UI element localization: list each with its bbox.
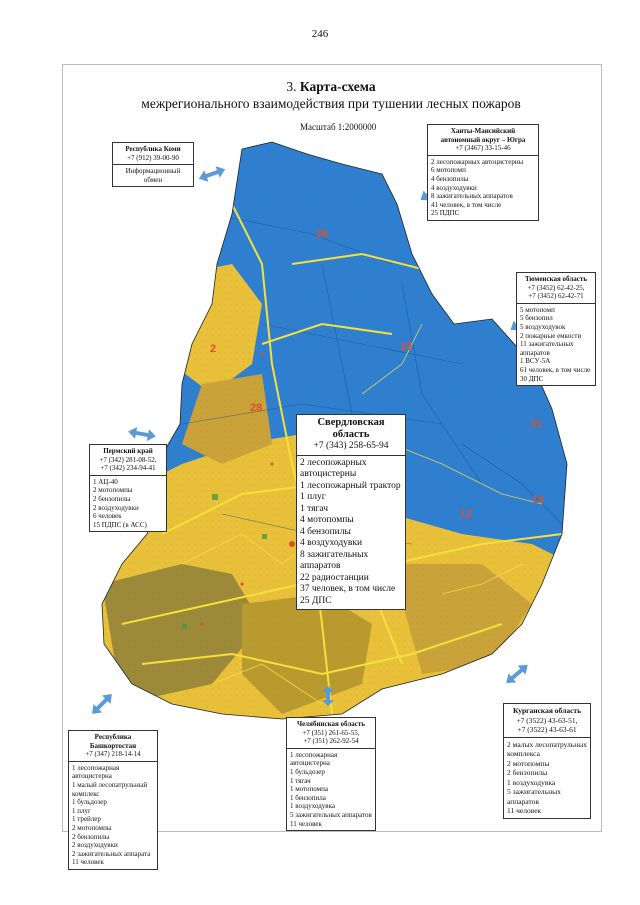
region-name: Республика Коми — [125, 145, 181, 153]
resource-item: 1 плуг — [300, 492, 326, 502]
resource-item: 8 зажигательных аппаратов — [431, 192, 513, 201]
bashkortostan-box — [68, 730, 158, 870]
resource-item: 1 бульдозер — [72, 798, 107, 807]
resource-item: 2 лесопожарных автоцистерны — [431, 157, 524, 166]
region-phone: +7 (3522) 43-63-51, — [516, 715, 578, 725]
resource-item: 1 тягач — [300, 503, 329, 514]
title-prefix: 3. — [286, 79, 300, 94]
resource-item: 22 радиостанции — [300, 572, 369, 583]
resource-item: 11 человек — [72, 858, 104, 867]
resource-item: 6 человек — [93, 512, 122, 521]
zone-number: 15 — [400, 341, 413, 353]
resource-item: 2 воздуходувки — [93, 503, 139, 512]
resource-item: 1 ВСУ-5А — [520, 357, 551, 366]
region-phone: +7 (3452) 62-42-25, — [527, 283, 585, 292]
resource-item: 1 бульдозер — [290, 767, 325, 776]
zone-number: 31 — [530, 418, 543, 430]
resource-item: 11 зажигательных аппаратов — [520, 340, 574, 357]
region-phone: +7 (343) 258-65-94 — [313, 441, 389, 451]
sverdlovsk-box — [296, 414, 406, 610]
resource-item: 1 мотопомпа — [290, 785, 328, 794]
tyumen-box — [516, 272, 596, 386]
chelyabinsk-box — [286, 717, 376, 831]
region-phone: +7 (342) 234-94-41 — [100, 464, 156, 473]
region-phone: +7 (3452) 62-42-71 — [528, 292, 584, 301]
khanty-box — [427, 124, 539, 221]
resource-item: 2 бензопилы — [507, 768, 548, 777]
title-bold: Карта-схема — [299, 79, 376, 94]
resource-item: 1 воздуходувка — [290, 802, 336, 811]
resource-item: 2 воздуходувки — [72, 841, 118, 850]
resource-item: 5 воздуходувок — [520, 322, 566, 331]
resource-item: 30 ДПС — [520, 374, 544, 383]
region-name: Республика Башкортостан — [89, 733, 137, 750]
region-phone: +7 (3522) 43-63-61 — [517, 725, 577, 734]
resource-item: 2 пожарные емкости — [520, 331, 582, 340]
resource-item: 1 лесопожарная автоцистерна — [72, 763, 120, 781]
perm-box — [89, 444, 167, 532]
resource-item: 4 мотопомпы — [300, 515, 354, 525]
map-title — [62, 78, 600, 112]
resource-item: 5 мотопомп — [520, 305, 555, 314]
resource-item: 25 ПДПС — [431, 209, 460, 218]
resource-item: 2 зажигательных аппарата — [72, 849, 151, 858]
zone-number: 28 — [250, 402, 263, 414]
region-phone: +7 (342) 281-08-52, — [99, 455, 157, 464]
page-number: 246 — [311, 28, 329, 40]
zone-number: 26 — [316, 228, 329, 240]
resource-item: 61 человек, в том числе — [520, 365, 591, 374]
map-scale: Масштаб 1:2000000 — [300, 122, 377, 132]
kurgan-box — [503, 703, 591, 819]
title-subtitle: межрегионального взаимодействия при тушении лесных пожаров — [141, 96, 521, 111]
region-name: Свердловская область — [317, 417, 385, 440]
region-name: Курганская область — [512, 706, 582, 715]
resource-item: 41 человек, в том числе — [431, 200, 502, 209]
resource-item: 2 мотопомпы — [93, 486, 133, 495]
region-name: Ханты-Мансийский автономный округ – Югра — [440, 127, 526, 144]
resource-item: 5 зажигательных аппаратов — [507, 787, 561, 806]
komi-box — [112, 142, 194, 187]
zone-number: 2 — [210, 343, 217, 355]
resource-item: 1 лесопожарный трактор — [300, 480, 401, 491]
zone-number: 12 — [460, 508, 473, 520]
resource-item: 1 плуг — [72, 806, 91, 815]
resource-item: 5 бензопил — [520, 314, 553, 323]
resource-item: 11 человек — [290, 819, 322, 828]
region-phone: +7 (912) 39-00-90 — [127, 153, 179, 162]
resource-item: 4 воздуходувки — [300, 538, 363, 548]
resource-item: 4 воздуходувки — [431, 183, 477, 192]
resource-item: 1 АЦ-40 — [93, 477, 118, 486]
resource-item: 2 бензопилы — [72, 832, 110, 841]
resource-item: 1 тягач — [290, 776, 311, 785]
resource-item: 2 мотопомпы — [507, 758, 550, 768]
resource-item: 5 зажигательных аппаратов — [290, 810, 372, 819]
region-info: Информационный обмен — [125, 167, 181, 184]
resource-item: 6 мотопомп — [431, 166, 466, 175]
region-phone: +7 (351) 261-65-55, — [302, 728, 360, 737]
resource-item: 2 мотопомпы — [72, 823, 112, 832]
resource-item: 2 лесопожарных автоцистерны — [300, 457, 367, 479]
resource-item: 1 воздуходувка — [507, 777, 556, 787]
resource-item: 37 человек, в том числе 25 ДПС — [300, 584, 396, 606]
resource-item: 15 ПДПС (в АСС) — [93, 520, 147, 529]
resource-item: 11 человек — [507, 806, 542, 815]
resource-item: 4 бензопилы — [431, 174, 469, 183]
resource-item: 2 малых лесопатрульных комплекса — [507, 739, 588, 758]
region-name: Тюменская область — [524, 275, 588, 283]
resource-item: 1 малый лесопатрульный комплекс — [72, 780, 148, 798]
region-phone: +7 (347) 218-14-14 — [85, 750, 141, 759]
resource-item: 8 зажигательных аппаратов — [300, 549, 369, 571]
resource-item: 1 трейлер — [72, 815, 101, 824]
zone-number: 10 — [532, 494, 545, 506]
resource-item: 1 бензопила — [290, 793, 326, 802]
region-phone: +7 (351) 262-92-54 — [303, 737, 359, 746]
region-name: Пермский край — [103, 447, 153, 455]
resource-item: 1 лесопожарная автоцистерна — [290, 750, 338, 768]
resource-item: 2 бензопилы — [93, 494, 131, 503]
resource-item: 4 бензопилы — [300, 526, 351, 537]
region-phone: +7 (3467) 33-15-46 — [455, 144, 511, 153]
region-name: Челябинская область — [296, 720, 366, 728]
